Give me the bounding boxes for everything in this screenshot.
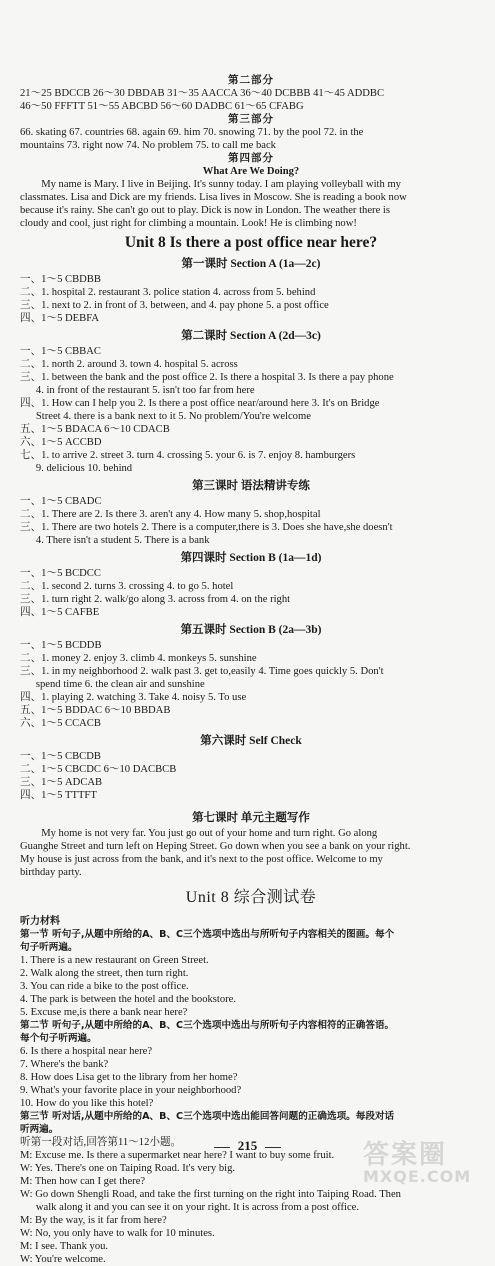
unit-title: Unit 8 Is there a post office near here? (124, 234, 378, 251)
essay-line: My name is Mary. I live in Beijing. It's sunny today. I am playing volleyball with my (41, 179, 401, 190)
section3-instructions-cont: 听两遍。 (20, 1124, 59, 1135)
section1-instructions-cont: 句子听两遍。 (20, 942, 78, 953)
answer-line: 三、1. between the bank and the post office 2. Is there a hospital 3. Is there a pay phone (20, 372, 394, 383)
essay-line: classmates. Lisa and Dick are my friends. Lisa lives in Moscow. She is reading a book now (20, 192, 407, 203)
answer-line: 三、1. There are two hotels 2. There is a computer,there is 3. Does she have,she doesn't (20, 522, 393, 533)
dialogue-line: M: Excuse me. Is there a supermarket near here? I want to buy some fruit. (20, 1150, 335, 1161)
listening-item: 8. How does Lisa get to the library from her home? (20, 1072, 238, 1083)
listening-item: 9. What's your favorite place in your neighborhood? (20, 1085, 242, 1096)
answer-line: spend time 6. the clean air and sunshine (35, 679, 205, 690)
watermark-url: MXQE.COM (363, 1167, 472, 1186)
dialogue-line: M: Then how can I get there? (20, 1176, 146, 1187)
answer-line: 三、1. next to 2. in front of 3. between, and 4. pay phone 5. a post office (20, 300, 329, 311)
answer-line: 二、1. There are 2. Is there 3. aren't any 4. How many 5. shop,hospital (20, 509, 321, 520)
essay-line: cloudy and cool, just right for climbing a mountain. Look! He is climbing now! (20, 218, 357, 229)
answer-line: 六、1～5 CCACB (20, 718, 101, 729)
dialogue-line: M: By the way, is it far from here? (20, 1215, 167, 1226)
listening-item: 4. The park is between the hotel and the bookstore. (20, 994, 237, 1005)
listening-item: 3. You can ride a bike to the post office. (20, 981, 189, 992)
writing-line: birthday party. (20, 867, 82, 878)
page-content (20, 0, 482, 1266)
answer-line: 4. in front of the restaurant 5. isn't too far from here (35, 385, 255, 396)
listening-item: 5. Excuse me,is there a bank near here? (20, 1007, 188, 1018)
page-number-text: 215 (237, 1138, 258, 1153)
answer-line: 六、1～5 ACCBD (20, 437, 102, 448)
dialogue-line: W: Go down Shengli Road, and take the first turning on the right into Taiping Road. Then (20, 1189, 401, 1200)
answer-line: 四、1～5 DEBFA (20, 313, 99, 324)
lesson-1-title: 第一课时 Section A (1a—2c) (181, 258, 321, 270)
answer-line: 四、1～5 CAFBE (20, 607, 100, 618)
answer-line: 五、1～5 BDDAC 6～10 BBDAB (20, 705, 171, 716)
lesson-7-title: 第七课时 单元主题写作 (192, 812, 310, 824)
answer-line: Street 4. there is a bank next to it 5. No problem/You're welcome (35, 411, 311, 422)
dialogue-line: walk along it and you can see it on your right. It is across from a post office. (35, 1202, 360, 1213)
section1-instructions: 第一节 听句子,从题中所给的A、B、C三个选项中选出与所听句子内容相关的图画。每个 (20, 929, 395, 940)
part3-heading: 第三部分 (228, 113, 274, 125)
listening-item: 10. How do you like this hotel? (20, 1098, 154, 1109)
answer-line: 三、1. in my neighborhood 2. walk past 3. get to,easily 4. Time goes quickly 5. Don't (20, 666, 384, 677)
answer-line: 二、1～5 CBCDC 6～10 DACBCB (20, 764, 177, 775)
answer-line: 二、1. second 2. turns 3. crossing 4. to go 5. hotel (20, 581, 234, 592)
answer-line: 9. delicious 10. behind (35, 463, 133, 474)
dialogue-line: W: You're welcome. (20, 1254, 106, 1265)
answer-line: 二、1. north 2. around 3. town 4. hospital 5. across (20, 359, 238, 370)
part3-answers-line1: 66. skating 67. countries 68. again 69. him 70. snowing 71. by the pool 72. in the (20, 127, 364, 138)
dialogue-line: W: No, you only have to walk for 10 minutes. (20, 1228, 215, 1239)
listening-material-heading: 听力材料 (20, 916, 60, 927)
answer-line: 五、1～5 BDACA 6～10 CDACB (20, 424, 170, 435)
answer-line: 四、1. playing 2. watching 3. Take 4. noisy 5. To use (20, 692, 247, 703)
answer-line: 四、1. How can I help you 2. Is there a post office near/around here 3. It's on Bridge (20, 398, 380, 409)
part3-answers-line2: mountains 73. right now 74. No problem 75. to call me back (20, 140, 276, 151)
answer-line: 一、1～5 BCDCC (20, 568, 101, 579)
listening-item: 1. There is a new restaurant on Green Street. (20, 955, 209, 966)
answer-line: 4. There isn't a student 5. There is a bank (35, 535, 210, 546)
lesson-3-title: 第三课时 语法精讲专练 (192, 480, 310, 492)
page-number-dash-left (214, 1147, 230, 1148)
lesson-2-title: 第二课时 Section A (2d—3c) (181, 330, 321, 342)
listening-item: 6. Is there a hospital near here? (20, 1046, 153, 1057)
essay-line: because it's rainy. She can't go out to play. Dick is now in London. The weather there is (20, 205, 390, 216)
answer-line: 二、1. money 2. enjoy 3. climb 4. monkeys 5. sunshine (20, 653, 257, 664)
watermark-text: 答案圈 (363, 1140, 448, 1170)
page-number-dash-right (265, 1147, 281, 1148)
section2-instructions: 第二节 听句子,从题中所给的A、B、C三个选项中选出与所听句子内容相符的正确答语。 (20, 1020, 395, 1031)
answer-line: 二、1. hospital 2. restaurant 3. police station 4. across from 5. behind (20, 287, 316, 298)
answer-line: 三、1. turn right 2. walk/go along 3. across from 4. on the right (20, 594, 291, 605)
lesson-5-title: 第五课时 Section B (2a—3b) (180, 624, 322, 636)
answer-line: 一、1～5 CBCDB (20, 751, 101, 762)
dialogue-line: M: I see. Thank you. (20, 1241, 109, 1252)
writing-line: My house is just across from the bank, and it's next to the post office. Welcome to my (20, 854, 383, 865)
answer-line: 一、1～5 CBADC (20, 496, 102, 507)
listening-item: 7. Where's the bank? (20, 1059, 109, 1070)
test-title: Unit 8 综合测试卷 (185, 889, 317, 906)
dialogue-line: W: Yes. There's one on Taiping Road. It's very big. (20, 1163, 236, 1174)
lesson-4-title: 第四课时 Section B (1a—1d) (180, 552, 322, 564)
answer-line: 一、1～5 BCDDB (20, 640, 102, 651)
lesson-6-title: 第六课时 Self Check (200, 735, 302, 747)
answer-line: 一、1～5 CBBAC (20, 346, 101, 357)
dialogue-line: 听第一段对话,回答第11～12小题。 (20, 1137, 182, 1148)
part4-heading: 第四部分 (228, 152, 274, 164)
writing-line: My home is not very far. You just go out of your home and turn right. Go along (41, 828, 378, 839)
answer-line: 七、1. to arrive 2. street 3. turn 4. crossing 5. your 6. is 7. enjoy 8. hamburgers (20, 450, 356, 461)
section2-instructions-cont: 每个句子听两遍。 (20, 1033, 97, 1044)
part2-answers-line1: 21～25 BDCCB 26～30 DBDAB 31～35 AACCA 36～40 DCBBB 41～45 ADDBC (20, 88, 385, 99)
writing-line: Guanghe Street and turn left on Heping Street. Go down when you see a bank on your right. (20, 841, 411, 852)
answer-line: 三、1～5 ADCAB (20, 777, 103, 788)
listening-item: 2. Walk along the street, then turn right. (20, 968, 189, 979)
answer-line: 一、1～5 CBDBB (20, 274, 101, 285)
watermark-logo (363, 1134, 481, 1190)
answer-line: 四、1～5 TTTFT (20, 790, 97, 801)
section3-instructions: 第三节 听对话,从题中所给的A、B、C三个选项中选出能回答问题的正确选项。每段对话 (20, 1111, 395, 1122)
essay-title: What Are We Doing? (202, 166, 300, 177)
part2-answers-line2: 46～50 FFFTT 51～55 ABCBD 56～60 DADBC 61～65 CFABG (20, 101, 304, 112)
part2-heading: 第二部分 (228, 74, 274, 86)
